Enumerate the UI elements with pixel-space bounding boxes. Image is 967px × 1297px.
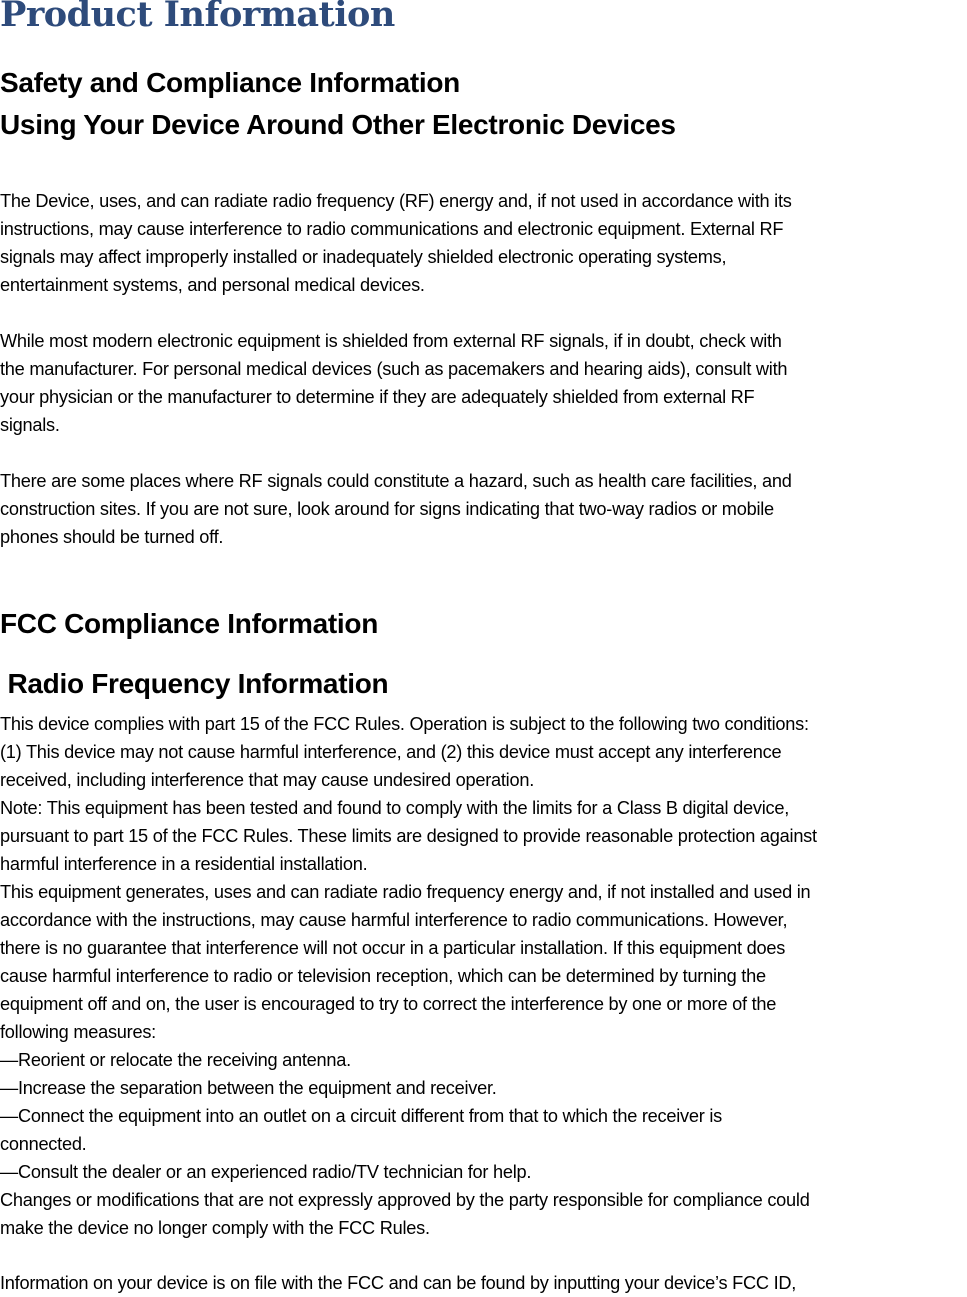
paragraph-line: This equipment generates, uses and can radiate radio frequency energy and, if not installed and used in [0, 882, 811, 902]
paragraph-line: There are some places where RF signals could constitute a hazard, such as health care facilities, and [0, 471, 792, 491]
paragraph-fcc-body [0, 710, 967, 1242]
list-item: —Connect the equipment into an outlet on a circuit different from that to which the receiver is [0, 1106, 722, 1126]
paragraph-rf-energy [0, 187, 967, 299]
paragraph-line: entertainment systems, and personal medical devices. [0, 275, 425, 295]
paragraph-line: (1) This device may not cause harmful interference, and (2) this device must accept any interference [0, 742, 782, 762]
devices-heading: Using Your Device Around Other Electronic Devices [0, 109, 676, 140]
list-item: —Increase the separation between the equipment and receiver. [0, 1078, 497, 1098]
list-item: connected. [0, 1134, 87, 1154]
paragraph-line: phones should be turned off. [0, 527, 224, 547]
page-title: Product Information [0, 0, 395, 35]
paragraph-line: signals may affect improperly installed or inadequately shielded electronic operating systems, [0, 247, 727, 267]
paragraph-line: there is no guarantee that interference will not occur in a particular installation. If this equipment does [0, 938, 786, 958]
paragraph-line: Note: This equipment has been tested and found to comply with the limits for a Class B digital device, [0, 798, 789, 818]
paragraph-line: Information on your device is on file with the FCC and can be found by inputting your device’s FCC ID, [0, 1273, 797, 1293]
paragraph-shielding [0, 327, 967, 439]
paragraph-line: While most modern electronic equipment is shielded from external RF signals, if in doubt, check with [0, 331, 782, 351]
rf-heading: Radio Frequency Information [0, 668, 389, 699]
list-item: —Consult the dealer or an experienced radio/TV technician for help. [0, 1162, 532, 1182]
paragraph-line: harmful interference in a residential installation. [0, 854, 368, 874]
safety-heading: Safety and Compliance Information [0, 67, 460, 98]
paragraph-line: equipment off and on, the user is encouraged to try to correct the interference by one or more of the [0, 994, 777, 1014]
paragraph-line: the manufacturer. For personal medical devices (such as pacemakers and hearing aids), consult with [0, 359, 788, 379]
paragraph-line: pursuant to part 15 of the FCC Rules. These limits are designed to provide reasonable protection against [0, 826, 817, 846]
paragraph-line: The Device, uses, and can radiate radio frequency (RF) energy and, if not used in accordance with its [0, 191, 792, 211]
paragraph-line: Changes or modifications that are not expressly approved by the party responsible for compliance could [0, 1190, 810, 1210]
paragraph-line: accordance with the instructions, may cause harmful interference to radio communications. However, [0, 910, 788, 930]
paragraph-line: signals. [0, 415, 60, 435]
paragraph-line: following measures: [0, 1022, 156, 1042]
paragraph-line: This device complies with part 15 of the FCC Rules. Operation is subject to the following two conditions: [0, 714, 809, 734]
paragraph-line: make the device no longer comply with the FCC Rules. [0, 1218, 430, 1238]
paragraph-line: received, including interference that may cause undesired operation. [0, 770, 535, 790]
paragraph-fcc-id [0, 1269, 967, 1297]
paragraph-line: construction sites. If you are not sure, look around for signs indicating that two-way radios or mobile [0, 499, 774, 519]
paragraph-hazard-places [0, 467, 967, 551]
paragraph-line: cause harmful interference to radio or television reception, which can be determined by turning the [0, 966, 766, 986]
fcc-heading: FCC Compliance Information [0, 608, 378, 639]
list-item: —Reorient or relocate the receiving antenna. [0, 1050, 351, 1070]
paragraph-line: your physician or the manufacturer to determine if they are adequately shielded from external RF [0, 387, 755, 407]
paragraph-line: instructions, may cause interference to radio communications and electronic equipment. External RF [0, 219, 784, 239]
